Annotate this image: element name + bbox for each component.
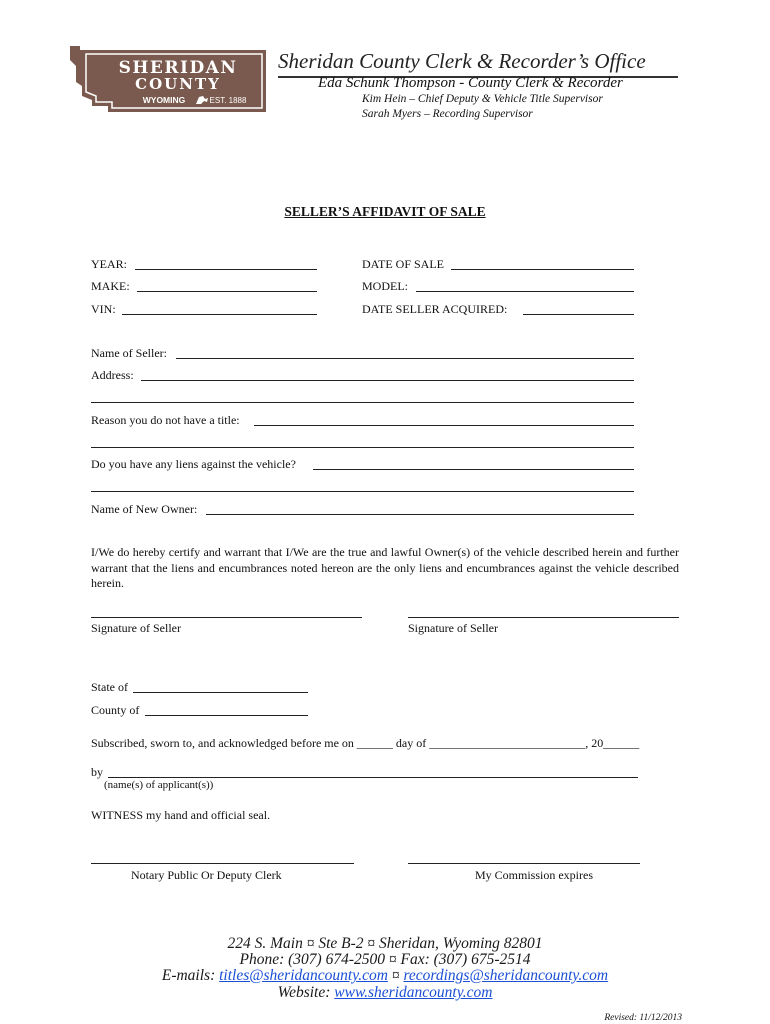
make-label: MAKE: bbox=[91, 279, 130, 293]
year-field[interactable] bbox=[135, 269, 317, 270]
applicant-names-field[interactable] bbox=[108, 777, 638, 778]
date-seller-acquired-field[interactable] bbox=[523, 314, 634, 315]
year-label: YEAR: bbox=[91, 257, 127, 271]
vin-field[interactable] bbox=[122, 314, 317, 315]
form-title: SELLER’S AFFIDAVIT OF SALE bbox=[284, 204, 486, 219]
name-of-seller-field[interactable] bbox=[176, 358, 634, 359]
footer-emails bbox=[0, 967, 770, 985]
name-of-seller-label: Name of Seller: bbox=[91, 346, 167, 360]
website-link[interactable]: www.sheridancounty.com bbox=[334, 984, 493, 1001]
model-field[interactable] bbox=[416, 291, 634, 292]
county-of-field[interactable] bbox=[145, 715, 308, 716]
notary-label: Notary Public Or Deputy Clerk bbox=[131, 868, 282, 882]
witness-text: WITNESS my hand and official seal. bbox=[91, 808, 271, 822]
liens-field[interactable] bbox=[313, 469, 634, 470]
revised-date: Revised: 11/12/2013 bbox=[604, 1013, 682, 1023]
state-of-label: State of bbox=[91, 680, 128, 694]
subscribed-text: Subscribed, sworn to, and acknowledged before me on ______ day of __________________________, 20______ bbox=[91, 736, 640, 750]
county-of-label: County of bbox=[91, 703, 140, 717]
liens-label: Do you have any liens against the vehicle? bbox=[91, 457, 296, 471]
footer-website bbox=[0, 984, 770, 1002]
sheridan-county-logo bbox=[68, 44, 268, 114]
email-separator: ¤ bbox=[391, 967, 400, 984]
date-seller-acquired-label: DATE SELLER ACQUIRED: bbox=[362, 302, 508, 316]
commission-expires-label: My Commission expires bbox=[475, 868, 594, 882]
seller-signature-line-2[interactable] bbox=[408, 617, 679, 618]
model-label: MODEL: bbox=[362, 279, 408, 293]
titles-email-link[interactable]: titles@sheridancounty.com bbox=[219, 967, 388, 984]
applicant-names-caption: (name(s) of applicant(s)) bbox=[104, 779, 214, 791]
by-label: by bbox=[91, 765, 103, 779]
reason-no-title-field-line-2[interactable] bbox=[91, 447, 634, 448]
commission-expires-line[interactable] bbox=[408, 863, 640, 864]
date-of-sale-label: DATE OF SALE bbox=[362, 257, 445, 271]
svg-text:WYOMING: WYOMING bbox=[142, 95, 186, 105]
reason-no-title-label: Reason you do not have a title: bbox=[91, 413, 240, 427]
reason-no-title-field[interactable] bbox=[254, 425, 634, 426]
signature-seller-label-2: Signature of Seller bbox=[408, 621, 498, 635]
state-of-field[interactable] bbox=[133, 692, 308, 693]
footer-address: 224 S. Main ¤ Ste B-2 ¤ Sheridan, Wyoming 82801 bbox=[227, 935, 543, 952]
footer-phone-fax: Phone: (307) 674-2500 ¤ Fax: (307) 675-2514 bbox=[239, 951, 531, 968]
county-clerk-line: Eda Schunk Thompson - County Clerk & Recorder bbox=[318, 75, 623, 91]
notary-signature-line[interactable] bbox=[91, 863, 354, 864]
chief-deputy-line: Kim Hein – Chief Deputy & Vehicle Title Supervisor bbox=[362, 93, 603, 105]
svg-text:COUNTY: COUNTY bbox=[135, 75, 221, 93]
svg-text:EST. 1888: EST. 1888 bbox=[209, 96, 247, 105]
make-field[interactable] bbox=[137, 291, 317, 292]
vin-label: VIN: bbox=[91, 302, 116, 316]
address-field[interactable] bbox=[141, 380, 634, 381]
emails-label: E-mails: bbox=[161, 967, 216, 984]
liens-field-line-2[interactable] bbox=[91, 491, 634, 492]
website-label: Website: bbox=[277, 984, 331, 1001]
address-field-line-2[interactable] bbox=[91, 402, 634, 403]
office-title: Sheridan County Clerk & Recorder’s Office bbox=[278, 49, 646, 73]
svg-text:SHERIDAN: SHERIDAN bbox=[118, 58, 238, 78]
address-label: Address: bbox=[91, 368, 134, 382]
certification-text: I/We do hereby certify and warrant that I/We are the true and lawful Owner(s) of the vehicle described herein and further warrant that the liens and encumbrances noted hereon are the only liens and encumbrances against the vehicle described herein. bbox=[91, 545, 679, 590]
signature-seller-label-1: Signature of Seller bbox=[91, 621, 181, 635]
seller-signature-line-1[interactable] bbox=[91, 617, 362, 618]
new-owner-field[interactable] bbox=[206, 514, 634, 515]
new-owner-label: Name of New Owner: bbox=[91, 502, 198, 516]
date-of-sale-field[interactable] bbox=[451, 269, 634, 270]
recordings-email-link[interactable]: recordings@sheridancounty.com bbox=[403, 967, 609, 984]
recording-supervisor-line: Sarah Myers – Recording Supervisor bbox=[362, 108, 533, 120]
